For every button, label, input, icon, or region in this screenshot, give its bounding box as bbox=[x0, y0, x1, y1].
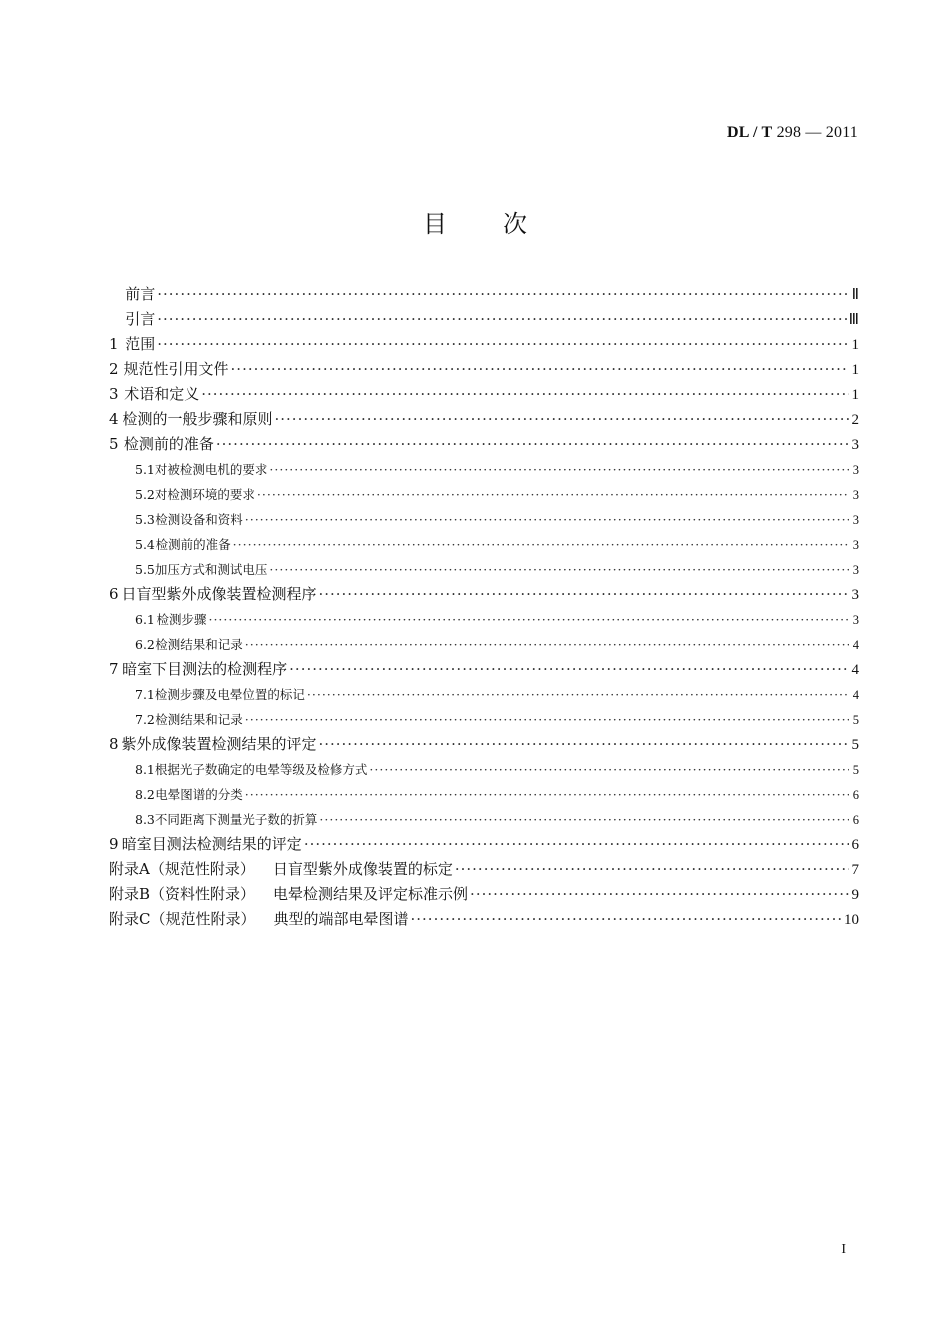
toc-entry-label: 检测结果和记录 bbox=[155, 712, 243, 727]
toc-entry-page: 7 bbox=[851, 862, 859, 878]
toc-entry-label: 检测步骤 bbox=[156, 612, 207, 627]
toc-entry[interactable] bbox=[109, 457, 859, 482]
toc-entry-number: 5.3 bbox=[135, 512, 155, 527]
toc-entry-page: 4 bbox=[851, 662, 859, 678]
toc-entry-number: 5 bbox=[109, 435, 119, 453]
toc-leader-dots bbox=[269, 457, 849, 482]
toc-entry[interactable] bbox=[109, 282, 859, 307]
toc-entry-label: 检测前的准备 bbox=[155, 537, 231, 552]
toc-entry-page: 5 bbox=[852, 763, 859, 777]
toc-entry[interactable] bbox=[109, 882, 859, 907]
toc-entry-number: 8.2 bbox=[135, 787, 155, 802]
toc-entry-number: 附录C（规范性附录） bbox=[109, 910, 256, 928]
toc-entry-page: 3 bbox=[852, 488, 859, 502]
toc-entry-number: 6 bbox=[109, 585, 119, 603]
toc-leader-dots bbox=[318, 582, 849, 607]
toc-entry-number: 3 bbox=[109, 385, 119, 403]
toc-entry-number: 8 bbox=[109, 735, 119, 753]
toc-entry-label: 规范性引用文件 bbox=[123, 360, 229, 378]
toc-entry[interactable] bbox=[109, 382, 859, 407]
toc-leader-dots bbox=[369, 757, 849, 782]
toc-entry-page: 6 bbox=[852, 788, 859, 802]
toc-entry-number: 8.3 bbox=[135, 812, 155, 827]
toc-entry-page: 1 bbox=[851, 337, 859, 353]
toc-leader-dots bbox=[275, 407, 850, 432]
toc-entry[interactable] bbox=[109, 532, 859, 557]
toc-entry-page: 6 bbox=[852, 813, 859, 827]
toc-entry[interactable] bbox=[109, 482, 859, 507]
toc-entry-number: 2 bbox=[109, 360, 119, 378]
toc-entry[interactable] bbox=[109, 557, 859, 582]
toc-entry-page: 3 bbox=[852, 513, 859, 527]
toc-entry-number: 4 bbox=[109, 410, 119, 428]
toc-leader-dots bbox=[455, 857, 849, 882]
toc-leader-dots bbox=[201, 382, 849, 407]
toc-entry-label: 检测步骤及电晕位置的标记 bbox=[154, 687, 305, 702]
toc-leader-dots bbox=[318, 732, 849, 757]
toc-entry-label: 日盲型紫外成像装置的标定 bbox=[272, 860, 453, 878]
toc-entry-page: 1 bbox=[851, 362, 859, 378]
toc-entry-label: 暗室下目测法的检测程序 bbox=[122, 660, 288, 678]
toc-entry-label: 检测前的准备 bbox=[123, 435, 214, 453]
toc-entry-number: 7.2 bbox=[135, 712, 155, 727]
toc-leader-dots bbox=[216, 432, 849, 457]
table-of-contents bbox=[109, 282, 859, 932]
toc-entry[interactable] bbox=[109, 607, 859, 632]
toc-entry-page: 3 bbox=[851, 437, 859, 453]
toc-entry-label: 加压方式和测试电压 bbox=[154, 562, 268, 577]
toc-entry-number: 6.2 bbox=[135, 637, 155, 652]
toc-entry-number: 1 bbox=[109, 335, 119, 353]
toc-entry-label: 范围 bbox=[125, 335, 156, 353]
toc-leader-dots bbox=[157, 332, 849, 357]
toc-entry-label: 术语和定义 bbox=[124, 385, 200, 403]
toc-leader-dots bbox=[269, 557, 849, 582]
toc-entry-label: 不同距离下测量光子数的折算 bbox=[154, 812, 318, 827]
toc-entry-label: 检测的一般步骤和原则 bbox=[122, 410, 273, 428]
toc-entry-page: 4 bbox=[852, 638, 859, 652]
toc-entry[interactable] bbox=[109, 632, 859, 657]
toc-leader-dots bbox=[245, 632, 849, 657]
toc-leader-dots bbox=[157, 282, 849, 307]
toc-leader-dots bbox=[208, 607, 849, 632]
toc-entry[interactable] bbox=[109, 357, 859, 382]
page-title: 目次 bbox=[423, 210, 583, 238]
toc-entry-label: 典型的端部电晕图谱 bbox=[273, 910, 409, 928]
toc-entry-label: 根据光子数确定的电晕等级及检修方式 bbox=[154, 762, 368, 777]
toc-entry[interactable] bbox=[109, 782, 859, 807]
toc-entry-label: 检测设备和资料 bbox=[155, 512, 243, 527]
toc-entry-page: 4 bbox=[852, 688, 859, 702]
toc-entry-number: 5.5 bbox=[135, 562, 155, 577]
toc-entry[interactable] bbox=[109, 907, 859, 932]
toc-entry-label: 引言 bbox=[125, 310, 156, 328]
toc-leader-dots bbox=[231, 357, 849, 382]
toc-entry-number: 8.1 bbox=[135, 762, 155, 777]
toc-entry-page: 3 bbox=[852, 563, 859, 577]
toc-entry[interactable] bbox=[109, 732, 859, 757]
toc-entry-number: 5.1 bbox=[135, 462, 155, 477]
toc-entry-page: 9 bbox=[851, 887, 859, 903]
toc-entry-number: 5.4 bbox=[135, 537, 155, 552]
toc-entry-number: 9 bbox=[109, 835, 119, 853]
toc-leader-dots bbox=[319, 807, 849, 832]
toc-entry-label: 对检测环境的要求 bbox=[154, 487, 255, 502]
toc-entry[interactable] bbox=[109, 807, 859, 832]
toc-entry[interactable] bbox=[109, 407, 859, 432]
toc-entry-page: 3 bbox=[852, 538, 859, 552]
toc-entry-page: 5 bbox=[852, 713, 859, 727]
toc-entry-label: 紫外成像装置检测结果的评定 bbox=[121, 735, 317, 753]
toc-entry-number: 6.1 bbox=[135, 612, 155, 627]
toc-entry-number: 附录A（规范性附录） bbox=[109, 860, 255, 878]
toc-leader-dots bbox=[470, 882, 849, 907]
toc-entry-page: Ⅲ bbox=[848, 312, 859, 328]
standard-code bbox=[727, 124, 858, 142]
toc-entry[interactable] bbox=[109, 832, 859, 857]
toc-leader-dots bbox=[233, 532, 849, 557]
toc-entry-page: 10 bbox=[844, 912, 859, 928]
standard-code-prefix: DL / T bbox=[727, 124, 773, 141]
toc-entry[interactable] bbox=[109, 432, 859, 457]
toc-entry-page: 3 bbox=[851, 587, 859, 603]
toc-leader-dots bbox=[411, 907, 843, 932]
toc-leader-dots bbox=[245, 782, 849, 807]
toc-leader-dots bbox=[289, 657, 849, 682]
standard-code-number: 298 — 2011 bbox=[772, 124, 858, 141]
toc-entry-page: 2 bbox=[851, 412, 859, 428]
toc-entry[interactable] bbox=[109, 582, 859, 607]
toc-entry-label: 对被检测电机的要求 bbox=[154, 462, 268, 477]
toc-entry-label: 电晕图谱的分类 bbox=[155, 787, 243, 802]
toc-leader-dots bbox=[304, 832, 849, 857]
toc-leader-dots bbox=[245, 507, 849, 532]
toc-leader-dots bbox=[245, 707, 849, 732]
toc-entry-number: 7 bbox=[109, 660, 119, 678]
toc-entry-label: 暗室目测法检测结果的评定 bbox=[121, 835, 302, 853]
toc-entry-number: 7.1 bbox=[135, 687, 155, 702]
toc-leader-dots bbox=[307, 682, 849, 707]
toc-entry[interactable] bbox=[109, 332, 859, 357]
toc-entry-page: 3 bbox=[852, 613, 859, 627]
toc-entry-page: 6 bbox=[851, 837, 859, 853]
toc-entry-page: 1 bbox=[851, 387, 859, 403]
toc-entry-page: Ⅱ bbox=[851, 287, 859, 303]
toc-entry-label: 前言 bbox=[125, 285, 156, 303]
toc-entry[interactable] bbox=[109, 307, 859, 332]
page-number: I bbox=[841, 1242, 846, 1257]
toc-entry-number: 5.2 bbox=[135, 487, 155, 502]
toc-entry[interactable] bbox=[109, 707, 859, 732]
toc-entry-number: 附录B（资料性附录） bbox=[109, 885, 256, 903]
toc-entry[interactable] bbox=[109, 657, 859, 682]
toc-entry[interactable] bbox=[109, 757, 859, 782]
toc-entry-label: 检测结果和记录 bbox=[155, 637, 243, 652]
toc-entry-page: 3 bbox=[852, 463, 859, 477]
toc-leader-dots bbox=[257, 482, 849, 507]
toc-entry-label: 电晕检测结果及评定标准示例 bbox=[273, 885, 469, 903]
toc-entry[interactable] bbox=[109, 507, 859, 532]
toc-entry-page: 5 bbox=[851, 737, 859, 753]
toc-entry-label: 日盲型紫外成像装置检测程序 bbox=[121, 585, 317, 603]
toc-leader-dots bbox=[157, 307, 846, 332]
toc-entry[interactable] bbox=[109, 857, 859, 882]
toc-entry[interactable] bbox=[109, 682, 859, 707]
